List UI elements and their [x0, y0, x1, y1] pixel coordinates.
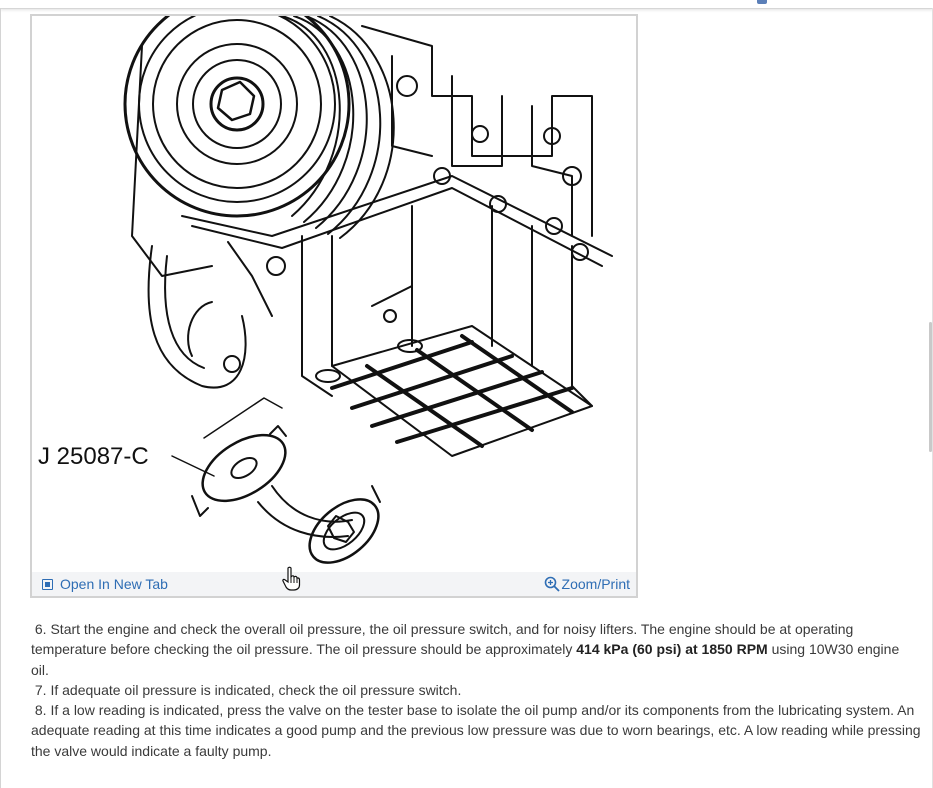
- zoom-print-link[interactable]: [544, 576, 630, 592]
- top-toolbar: [0, 0, 933, 9]
- callout-label: J 25087-C: [38, 443, 149, 470]
- magnify-icon: [544, 576, 560, 592]
- diagram-figure: [30, 14, 638, 598]
- open-in-new-tab-link[interactable]: [42, 576, 168, 592]
- step-8: 8. If a low reading is indicated, press the valve on the tester base to isolate the oil pump and/or its components from the lubricating system. An adequate reading at this time indicates a good pump and the previous low pressure was due to worn bearings, etc. A low reading while pressing the valve would indicate a faulty pump.: [31, 702, 921, 759]
- scrollbar[interactable]: [929, 322, 932, 452]
- instructions-text: [31, 619, 921, 761]
- hand-cursor-icon: [281, 566, 301, 592]
- figure-action-bar: [32, 572, 636, 596]
- open-in-new-tab-label: Open In New Tab: [60, 576, 168, 592]
- toolbar-mark: [757, 0, 767, 4]
- zoom-print-label: Zoom/Print: [561, 576, 630, 592]
- step-6: 6. Start the engine and check the overall oil pressure, the oil pressure switch, and for noisy lifters. The engine should be at operating temperature before checking the oil pressure. The oil pressure should be approximately 414 kPa (60 psi) at 1850 RPM using 10W30 engine oil.: [31, 621, 900, 678]
- step-7: 7. If adequate oil pressure is indicated, check the oil pressure switch.: [34, 681, 462, 698]
- engine-oil-pump-diagram[interactable]: [32, 16, 636, 572]
- left-border: [0, 8, 1, 788]
- pressure-spec: 414 kPa (60 psi) at 1850 RPM: [576, 641, 768, 658]
- open-new-tab-icon: [42, 579, 53, 590]
